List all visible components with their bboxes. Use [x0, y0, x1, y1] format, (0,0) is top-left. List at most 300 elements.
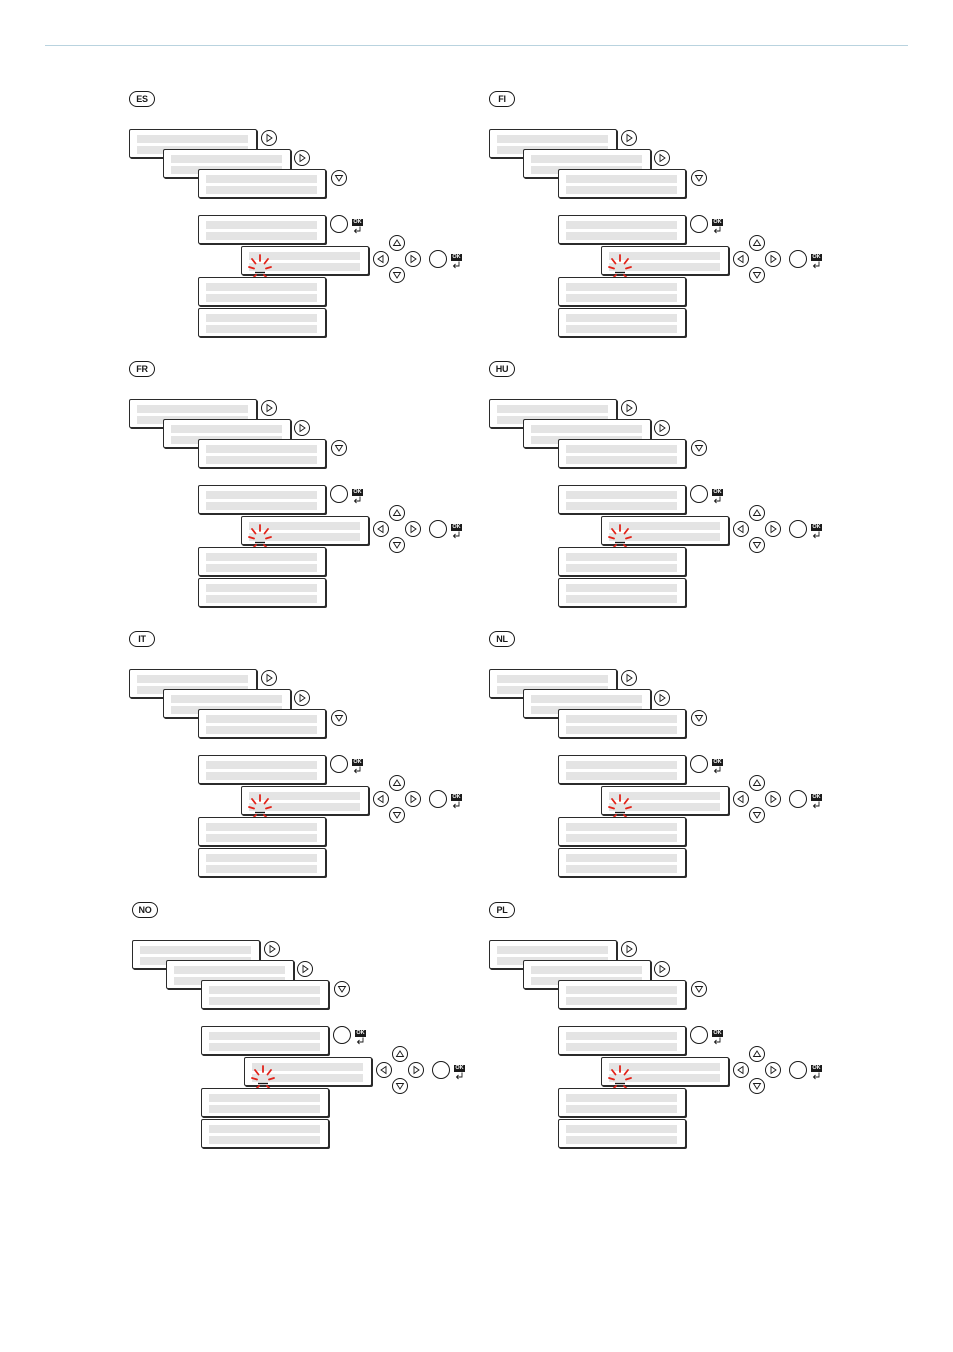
- up-button[interactable]: [389, 235, 405, 251]
- ok-key-icon: [352, 759, 364, 775]
- panel-fr: [129, 361, 479, 611]
- lcd-next-screen-2-line-2: [566, 595, 677, 603]
- lcd-next-screen-1-line-1: [566, 553, 677, 561]
- panel-fi: [489, 91, 839, 341]
- down-arrow-icon: [750, 1079, 764, 1093]
- lcd-next-screen-1-line-1: [206, 823, 317, 831]
- lcd-select-screen-line-2: [206, 502, 317, 510]
- lcd-next-screen-2-line-2: [566, 1136, 677, 1144]
- down-arrow-icon: [335, 982, 349, 996]
- lcd-menu-level-2-line-1: [171, 425, 282, 433]
- right-button[interactable]: [621, 400, 637, 416]
- right-arrow-icon: [406, 522, 420, 536]
- lcd-select-screen-line-1: [206, 761, 317, 769]
- left-arrow-icon: [734, 522, 748, 536]
- lcd-menu-level-3: [198, 439, 326, 468]
- ok-button[interactable]: [429, 790, 447, 808]
- lcd-next-screen-1: [198, 277, 326, 306]
- down-arrow-icon: [692, 711, 706, 725]
- lcd-next-screen-2: [558, 578, 686, 607]
- lcd-next-screen-1: [198, 547, 326, 576]
- ok-button[interactable]: [330, 485, 348, 503]
- lcd-menu-level-3: [198, 709, 326, 738]
- right-arrow-icon: [262, 131, 276, 145]
- right-button[interactable]: [405, 791, 421, 807]
- lcd-menu-level-2-line-1: [531, 966, 642, 974]
- right-button[interactable]: [765, 521, 781, 537]
- ok-key-icon: [451, 254, 463, 270]
- down-button[interactable]: [749, 267, 765, 283]
- up-arrow-icon: [390, 506, 404, 520]
- enter-arrow-icon: [352, 496, 364, 505]
- language-badge: ES: [129, 91, 155, 107]
- lcd-select-screen: [198, 755, 326, 784]
- lcd-menu-level-3-line-1: [209, 986, 320, 994]
- left-button[interactable]: [373, 251, 389, 267]
- ok-key-icon: [451, 794, 463, 810]
- enter-arrow-icon: [355, 1037, 367, 1046]
- lcd-menu-level-1-line-1: [497, 675, 608, 683]
- down-button[interactable]: [749, 807, 765, 823]
- left-arrow-icon: [377, 1063, 391, 1077]
- lcd-next-screen-2: [558, 308, 686, 337]
- ok-button[interactable]: [789, 1061, 807, 1079]
- up-button[interactable]: [749, 775, 765, 791]
- down-button[interactable]: [389, 267, 405, 283]
- lcd-next-screen-2-line-2: [206, 325, 317, 333]
- lcd-next-screen-2-line-1: [566, 314, 677, 322]
- lcd-menu-level-3-line-1: [566, 715, 677, 723]
- lcd-menu-level-1-line-1: [497, 405, 608, 413]
- down-button[interactable]: [334, 981, 350, 997]
- lcd-select-screen: [558, 215, 686, 244]
- up-arrow-icon: [750, 236, 764, 250]
- right-button[interactable]: [408, 1062, 424, 1078]
- lcd-menu-level-1-line-1: [137, 405, 248, 413]
- lcd-next-screen-1-line-2: [566, 564, 677, 572]
- lcd-next-screen-2: [201, 1119, 329, 1148]
- enter-arrow-icon: [811, 531, 823, 540]
- down-button[interactable]: [691, 170, 707, 186]
- up-arrow-icon: [750, 506, 764, 520]
- lcd-next-screen-2: [558, 1119, 686, 1148]
- right-arrow-icon: [766, 522, 780, 536]
- lcd-select-screen-line-2: [566, 772, 677, 780]
- ok-label: OK: [812, 524, 821, 530]
- lcd-menu-level-1-line-1: [137, 135, 248, 143]
- ok-button[interactable]: [429, 250, 447, 268]
- lcd-select-screen-line-1: [566, 491, 677, 499]
- down-arrow-icon: [390, 268, 404, 282]
- ok-key-icon: [811, 1065, 823, 1081]
- lcd-select-screen-line-1: [206, 491, 317, 499]
- lcd-select-screen-line-1: [566, 1032, 677, 1040]
- lcd-next-screen-2: [198, 578, 326, 607]
- lcd-select-screen-line-1: [566, 221, 677, 229]
- lcd-next-screen-1-line-2: [566, 1105, 677, 1113]
- right-arrow-icon: [295, 691, 309, 705]
- down-arrow-icon: [692, 171, 706, 185]
- right-arrow-icon: [766, 792, 780, 806]
- lcd-menu-level-3-line-1: [206, 715, 317, 723]
- up-arrow-icon: [390, 236, 404, 250]
- ok-label: OK: [353, 489, 362, 495]
- lcd-select-screen-line-2: [566, 1043, 677, 1051]
- left-arrow-icon: [374, 252, 388, 266]
- panel-pl: [489, 902, 839, 1152]
- lcd-select-screen-line-2: [206, 232, 317, 240]
- panel-es: [129, 91, 479, 341]
- ok-key-icon: [712, 759, 724, 775]
- lcd-next-screen-2-line-1: [206, 314, 317, 322]
- lcd-menu-level-3: [558, 980, 686, 1009]
- up-arrow-icon: [390, 776, 404, 790]
- down-arrow-icon: [692, 441, 706, 455]
- lcd-next-screen-2-line-1: [566, 584, 677, 592]
- ok-key-icon: [811, 794, 823, 810]
- lcd-menu-level-3-line-2: [566, 186, 677, 194]
- right-button[interactable]: [621, 670, 637, 686]
- ok-button[interactable]: [789, 250, 807, 268]
- lcd-select-screen-line-1: [209, 1032, 320, 1040]
- ok-button[interactable]: [690, 755, 708, 773]
- ok-button[interactable]: [330, 755, 348, 773]
- lcd-select-screen-line-1: [206, 221, 317, 229]
- ok-key-icon: [352, 219, 364, 235]
- lcd-menu-level-1-line-1: [140, 946, 251, 954]
- ok-label: OK: [455, 1065, 464, 1071]
- lcd-menu-level-3-line-2: [566, 726, 677, 734]
- right-arrow-icon: [409, 1063, 423, 1077]
- lcd-menu-level-3-line-1: [566, 175, 677, 183]
- left-button[interactable]: [373, 791, 389, 807]
- top-rule: [45, 45, 908, 46]
- lcd-next-screen-1-line-2: [206, 564, 317, 572]
- lcd-next-screen-1-line-1: [209, 1094, 320, 1102]
- lcd-menu-level-3-line-2: [206, 726, 317, 734]
- lcd-select-screen-line-2: [209, 1043, 320, 1051]
- ok-button[interactable]: [330, 215, 348, 233]
- ok-label: OK: [713, 1030, 722, 1036]
- right-arrow-icon: [262, 401, 276, 415]
- left-button[interactable]: [733, 1062, 749, 1078]
- lcd-select-screen: [558, 1026, 686, 1055]
- enter-arrow-icon: [352, 766, 364, 775]
- language-badge: NO: [132, 902, 158, 918]
- right-button[interactable]: [405, 251, 421, 267]
- lcd-select-screen: [201, 1026, 329, 1055]
- left-button[interactable]: [733, 521, 749, 537]
- lcd-next-screen-2-line-2: [209, 1136, 320, 1144]
- lcd-next-screen-1-line-2: [209, 1105, 320, 1113]
- lcd-next-screen-1: [558, 1088, 686, 1117]
- lcd-next-screen-1: [558, 817, 686, 846]
- lcd-next-screen-1-line-1: [566, 1094, 677, 1102]
- right-arrow-icon: [655, 962, 669, 976]
- lcd-next-screen-2-line-2: [206, 595, 317, 603]
- lcd-next-screen-1-line-1: [566, 283, 677, 291]
- lcd-menu-level-1-line-1: [497, 946, 608, 954]
- right-arrow-icon: [406, 792, 420, 806]
- down-arrow-icon: [393, 1079, 407, 1093]
- enter-arrow-icon: [352, 226, 364, 235]
- right-arrow-icon: [655, 691, 669, 705]
- up-arrow-icon: [393, 1047, 407, 1061]
- down-button[interactable]: [389, 537, 405, 553]
- lcd-select-screen: [198, 485, 326, 514]
- right-button[interactable]: [654, 150, 670, 166]
- lcd-next-screen-2-line-2: [206, 865, 317, 873]
- lcd-menu-level-2-line-1: [531, 425, 642, 433]
- panel-nl: [489, 631, 839, 881]
- lcd-next-screen-1: [558, 547, 686, 576]
- right-arrow-icon: [622, 671, 636, 685]
- left-button[interactable]: [733, 251, 749, 267]
- lcd-select-screen-line-2: [206, 772, 317, 780]
- lcd-menu-level-1-line-1: [137, 675, 248, 683]
- down-arrow-icon: [750, 538, 764, 552]
- left-button[interactable]: [376, 1062, 392, 1078]
- down-arrow-icon: [750, 808, 764, 822]
- lcd-next-screen-2-line-1: [206, 854, 317, 862]
- lcd-next-screen-1-line-2: [566, 834, 677, 842]
- down-button[interactable]: [389, 807, 405, 823]
- ok-key-icon: [352, 489, 364, 505]
- enter-arrow-icon: [451, 531, 463, 540]
- lcd-next-screen-2: [198, 848, 326, 877]
- enter-arrow-icon: [712, 226, 724, 235]
- left-arrow-icon: [734, 252, 748, 266]
- up-button[interactable]: [749, 505, 765, 521]
- lcd-menu-level-3-line-1: [566, 986, 677, 994]
- right-button[interactable]: [261, 400, 277, 416]
- right-button[interactable]: [261, 670, 277, 686]
- language-badge: IT: [129, 631, 155, 647]
- right-button[interactable]: [294, 150, 310, 166]
- enter-arrow-icon: [451, 261, 463, 270]
- down-arrow-icon: [390, 538, 404, 552]
- ok-key-icon: [355, 1030, 367, 1046]
- down-button[interactable]: [691, 981, 707, 997]
- left-arrow-icon: [374, 522, 388, 536]
- down-button[interactable]: [691, 710, 707, 726]
- ok-label: OK: [452, 524, 461, 530]
- lcd-select-screen: [558, 485, 686, 514]
- lcd-menu-level-3: [198, 169, 326, 198]
- lcd-select-screen-line-2: [566, 232, 677, 240]
- lcd-next-screen-2-line-2: [566, 325, 677, 333]
- enter-arrow-icon: [454, 1072, 466, 1081]
- ok-button[interactable]: [333, 1026, 351, 1044]
- lcd-menu-level-2-line-1: [531, 695, 642, 703]
- lcd-next-screen-1-line-1: [206, 283, 317, 291]
- lcd-select-screen-line-1: [566, 761, 677, 769]
- ok-label: OK: [713, 489, 722, 495]
- right-arrow-icon: [265, 942, 279, 956]
- lcd-menu-level-3-line-2: [209, 997, 320, 1005]
- up-button[interactable]: [749, 235, 765, 251]
- ok-label: OK: [713, 759, 722, 765]
- ok-button[interactable]: [690, 485, 708, 503]
- ok-button[interactable]: [690, 215, 708, 233]
- up-button[interactable]: [389, 775, 405, 791]
- right-button[interactable]: [654, 690, 670, 706]
- left-arrow-icon: [374, 792, 388, 806]
- ok-label: OK: [812, 254, 821, 260]
- up-button[interactable]: [749, 1046, 765, 1062]
- down-arrow-icon: [390, 808, 404, 822]
- down-button[interactable]: [331, 710, 347, 726]
- up-arrow-icon: [750, 1047, 764, 1061]
- ok-key-icon: [451, 524, 463, 540]
- left-button[interactable]: [373, 521, 389, 537]
- ok-button[interactable]: [789, 520, 807, 538]
- ok-label: OK: [713, 219, 722, 225]
- lcd-menu-level-1-line-1: [497, 135, 608, 143]
- lcd-menu-level-3: [201, 980, 329, 1009]
- lcd-menu-level-2-line-1: [171, 695, 282, 703]
- ok-button[interactable]: [432, 1061, 450, 1079]
- lcd-menu-level-3-line-1: [566, 445, 677, 453]
- lcd-select-screen: [198, 215, 326, 244]
- lcd-next-screen-1: [198, 817, 326, 846]
- down-button[interactable]: [331, 170, 347, 186]
- enter-arrow-icon: [811, 261, 823, 270]
- ok-label: OK: [353, 219, 362, 225]
- lcd-next-screen-2-line-1: [566, 1125, 677, 1133]
- left-arrow-icon: [734, 1063, 748, 1077]
- right-button[interactable]: [765, 251, 781, 267]
- right-arrow-icon: [295, 421, 309, 435]
- down-button[interactable]: [392, 1078, 408, 1094]
- down-button[interactable]: [749, 537, 765, 553]
- down-button[interactable]: [691, 440, 707, 456]
- lcd-next-screen-2-line-1: [566, 854, 677, 862]
- right-button[interactable]: [765, 791, 781, 807]
- down-arrow-icon: [692, 982, 706, 996]
- down-arrow-icon: [332, 711, 346, 725]
- lcd-menu-level-2-line-1: [171, 155, 282, 163]
- right-arrow-icon: [622, 401, 636, 415]
- right-button[interactable]: [264, 941, 280, 957]
- enter-arrow-icon: [451, 801, 463, 810]
- ok-label: OK: [452, 794, 461, 800]
- lcd-menu-level-3-line-2: [206, 186, 317, 194]
- ok-key-icon: [712, 1030, 724, 1046]
- right-button[interactable]: [294, 690, 310, 706]
- lcd-next-screen-1-line-2: [206, 834, 317, 842]
- lcd-next-screen-2: [198, 308, 326, 337]
- lcd-next-screen-1-line-2: [206, 294, 317, 302]
- up-button[interactable]: [392, 1046, 408, 1062]
- ok-label: OK: [812, 794, 821, 800]
- right-arrow-icon: [655, 421, 669, 435]
- lcd-select-screen: [558, 755, 686, 784]
- lcd-menu-level-3-line-1: [206, 175, 317, 183]
- ok-key-icon: [712, 489, 724, 505]
- enter-arrow-icon: [811, 801, 823, 810]
- enter-arrow-icon: [712, 766, 724, 775]
- right-button[interactable]: [405, 521, 421, 537]
- lcd-next-screen-2-line-2: [566, 865, 677, 873]
- right-button[interactable]: [621, 941, 637, 957]
- right-arrow-icon: [406, 252, 420, 266]
- enter-arrow-icon: [712, 1037, 724, 1046]
- ok-label: OK: [812, 1065, 821, 1071]
- left-arrow-icon: [734, 792, 748, 806]
- down-arrow-icon: [750, 268, 764, 282]
- lcd-menu-level-3-line-2: [566, 456, 677, 464]
- lcd-next-screen-1-line-1: [566, 823, 677, 831]
- right-arrow-icon: [298, 962, 312, 976]
- panel-hu: [489, 361, 839, 611]
- enter-arrow-icon: [712, 496, 724, 505]
- lcd-select-screen-line-2: [566, 502, 677, 510]
- lcd-next-screen-2-line-1: [209, 1125, 320, 1133]
- down-arrow-icon: [332, 441, 346, 455]
- right-arrow-icon: [655, 151, 669, 165]
- lcd-menu-level-3: [558, 169, 686, 198]
- right-button[interactable]: [621, 130, 637, 146]
- language-badge: NL: [489, 631, 515, 647]
- lcd-menu-level-3-line-2: [566, 997, 677, 1005]
- down-button[interactable]: [331, 440, 347, 456]
- panel-it: [129, 631, 479, 881]
- lcd-menu-level-2-line-1: [174, 966, 285, 974]
- ok-button[interactable]: [429, 520, 447, 538]
- lcd-next-screen-2: [558, 848, 686, 877]
- right-button[interactable]: [654, 420, 670, 436]
- language-badge: FI: [489, 91, 515, 107]
- ok-label: OK: [353, 759, 362, 765]
- right-button[interactable]: [765, 1062, 781, 1078]
- lcd-next-screen-1-line-2: [566, 294, 677, 302]
- ok-key-icon: [712, 219, 724, 235]
- ok-label: OK: [452, 254, 461, 260]
- ok-button[interactable]: [690, 1026, 708, 1044]
- right-arrow-icon: [262, 671, 276, 685]
- down-arrow-icon: [332, 171, 346, 185]
- right-arrow-icon: [766, 1063, 780, 1077]
- lcd-menu-level-3-line-1: [206, 445, 317, 453]
- lcd-menu-level-3-line-2: [206, 456, 317, 464]
- ok-label: OK: [356, 1030, 365, 1036]
- right-arrow-icon: [295, 151, 309, 165]
- right-button[interactable]: [294, 420, 310, 436]
- ok-button[interactable]: [789, 790, 807, 808]
- up-arrow-icon: [750, 776, 764, 790]
- language-badge: PL: [489, 902, 515, 918]
- right-button[interactable]: [654, 961, 670, 977]
- right-button[interactable]: [261, 130, 277, 146]
- lcd-next-screen-1: [558, 277, 686, 306]
- ok-key-icon: [811, 254, 823, 270]
- left-button[interactable]: [733, 791, 749, 807]
- down-button[interactable]: [749, 1078, 765, 1094]
- language-badge: FR: [129, 361, 155, 377]
- up-button[interactable]: [389, 505, 405, 521]
- panel-no: [132, 902, 482, 1152]
- right-button[interactable]: [297, 961, 313, 977]
- right-arrow-icon: [766, 252, 780, 266]
- right-arrow-icon: [622, 942, 636, 956]
- language-badge: HU: [489, 361, 515, 377]
- lcd-next-screen-2-line-1: [206, 584, 317, 592]
- lcd-menu-level-2-line-1: [531, 155, 642, 163]
- enter-arrow-icon: [811, 1072, 823, 1081]
- right-arrow-icon: [622, 131, 636, 145]
- ok-key-icon: [811, 524, 823, 540]
